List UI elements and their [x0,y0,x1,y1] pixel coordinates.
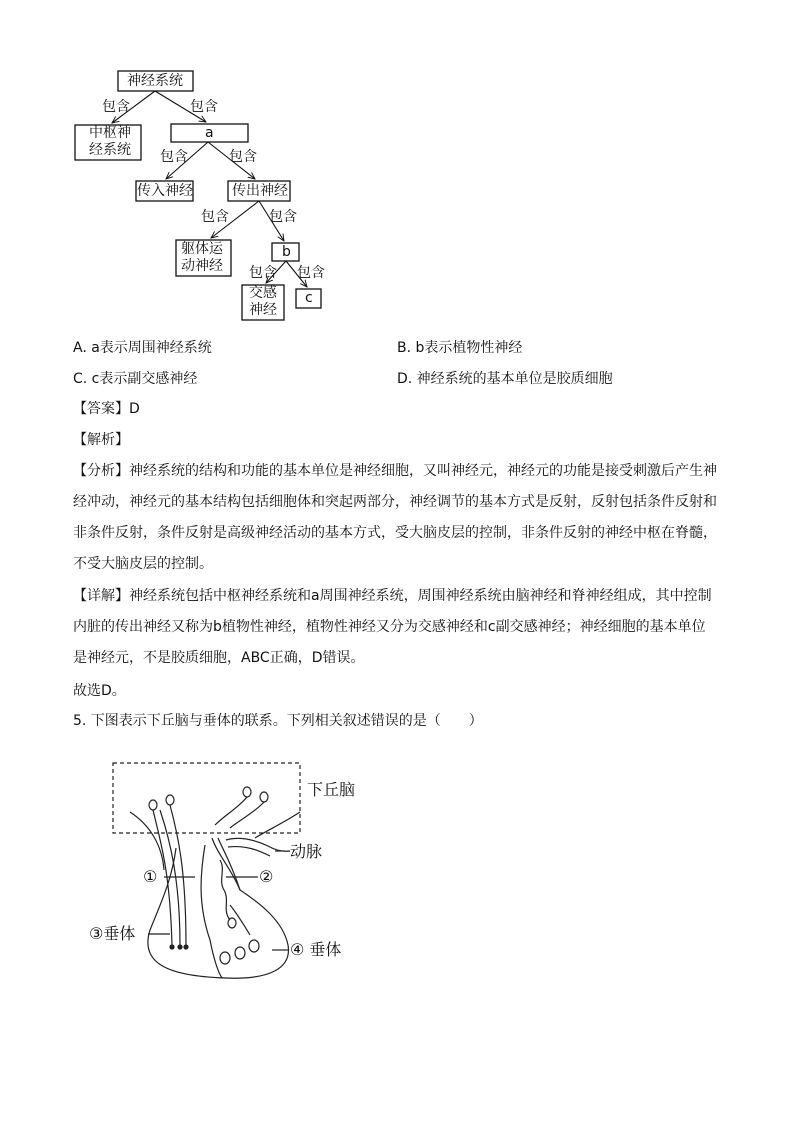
central-label-line2: 经系统 [89,142,131,158]
jiexi-heading: 【解析】 [73,432,129,448]
artery-vessel-inner [228,847,270,856]
hypothalamus-label: 下丘脑 [307,780,356,799]
c-label: c [305,290,313,306]
detail-paragraph [73,581,723,674]
somatic-label-line1: 躯体运 [181,241,223,257]
afferent-label: 传入神经 [137,183,193,199]
hypothalamus-region [113,763,300,833]
gland-cell [228,918,236,928]
neuron-body [243,787,251,797]
axon-ending [184,945,188,949]
axon-left-outer [130,812,164,870]
artery-vessel [226,838,290,851]
axon-right-outer [255,812,300,838]
gland-cell [235,947,245,959]
root-label: 神经系统 [127,73,183,89]
detail-line: 【详解】神经系统包括中枢神经系统和a周围神经系统，周围神经系统由脑神经和脊神经组成，其中控制 [73,588,712,604]
contain-label: 包含 [297,265,325,281]
somatic-label-line2: 动神经 [181,258,223,274]
contain-label: 包含 [229,149,257,165]
option-c: C. c表示副交感神经 [73,371,198,387]
a-label: a [205,125,214,141]
central-label-line1: 中枢神 [89,125,131,141]
label-4: ④ 垂体 [290,940,342,959]
axon-left [160,810,180,945]
axon-left [170,805,186,945]
analysis-paragraph [73,456,723,580]
label-3: ③垂体 [89,924,136,943]
analysis-line: 【分析】神经系统的结构和功能的基本单位是神经细胞，又叫神经元，神经元的功能是接受刺激后产生神 [73,463,717,479]
neuron-body [149,800,157,810]
gland-cell [249,940,259,952]
axon-ending [178,945,182,949]
detail-line: 内脏的传出神经又称为b植物性神经，植物性神经又分为交感神经和c副交感神经；神经细胞的基本单位 [73,619,706,635]
contain-label: 包含 [249,265,277,281]
neuron-body [166,795,174,805]
gland-cell [220,952,230,964]
analysis-line: 非条件反射，条件反射是高级神经活动的基本方式，受大脑皮层的控制，非条件反射的神经中枢在脊髓， [73,525,717,541]
analysis-line: 经冲动，神经元的基本结构包括细胞体和突起两部分，神经调节的基本方式是反射，反射包括条件反射和 [73,494,717,510]
capillary [230,905,250,935]
nervous-system-tree-diagram [0,0,794,330]
pituitary-divider [201,845,222,978]
axon-right [230,802,264,828]
axon-ending [170,945,174,949]
question-5: 5. 下图表示下丘脑与垂体的联系。下列相关叙述错误的是（ ） [73,713,483,729]
neuron-body [260,792,268,802]
label-1: ① [143,867,158,886]
sympathetic-label-line1: 交感 [249,285,277,301]
contain-label: 包含 [102,99,130,115]
b-label: b [282,244,291,260]
capillary [220,860,230,920]
option-b: B. b表示植物性神经 [397,340,523,356]
stalk-outline [212,838,240,890]
pituitary-outline [148,838,289,978]
analysis-line: 不受大脑皮层的控制。 [73,556,213,572]
answer-line: 【答案】D [73,401,140,417]
option-d: D. 神经系统的基本单位是胶质细胞 [397,371,613,387]
contain-label: 包含 [160,149,188,165]
efferent-label: 传出神经 [232,183,288,199]
sympathetic-label-line2: 神经 [249,302,277,318]
contain-label: 包含 [190,99,218,115]
label-2: ② [259,867,274,886]
contain-label: 包含 [269,209,297,225]
conclusion-line: 故选D。 [73,683,126,699]
option-a: A. a表示周围神经系统 [73,340,212,356]
axon-right [215,797,247,825]
contain-label: 包含 [201,209,229,225]
detail-line: 是神经元，不是胶质细胞，ABC正确，D错误。 [73,650,365,666]
artery-label: 动脉 [290,842,323,861]
